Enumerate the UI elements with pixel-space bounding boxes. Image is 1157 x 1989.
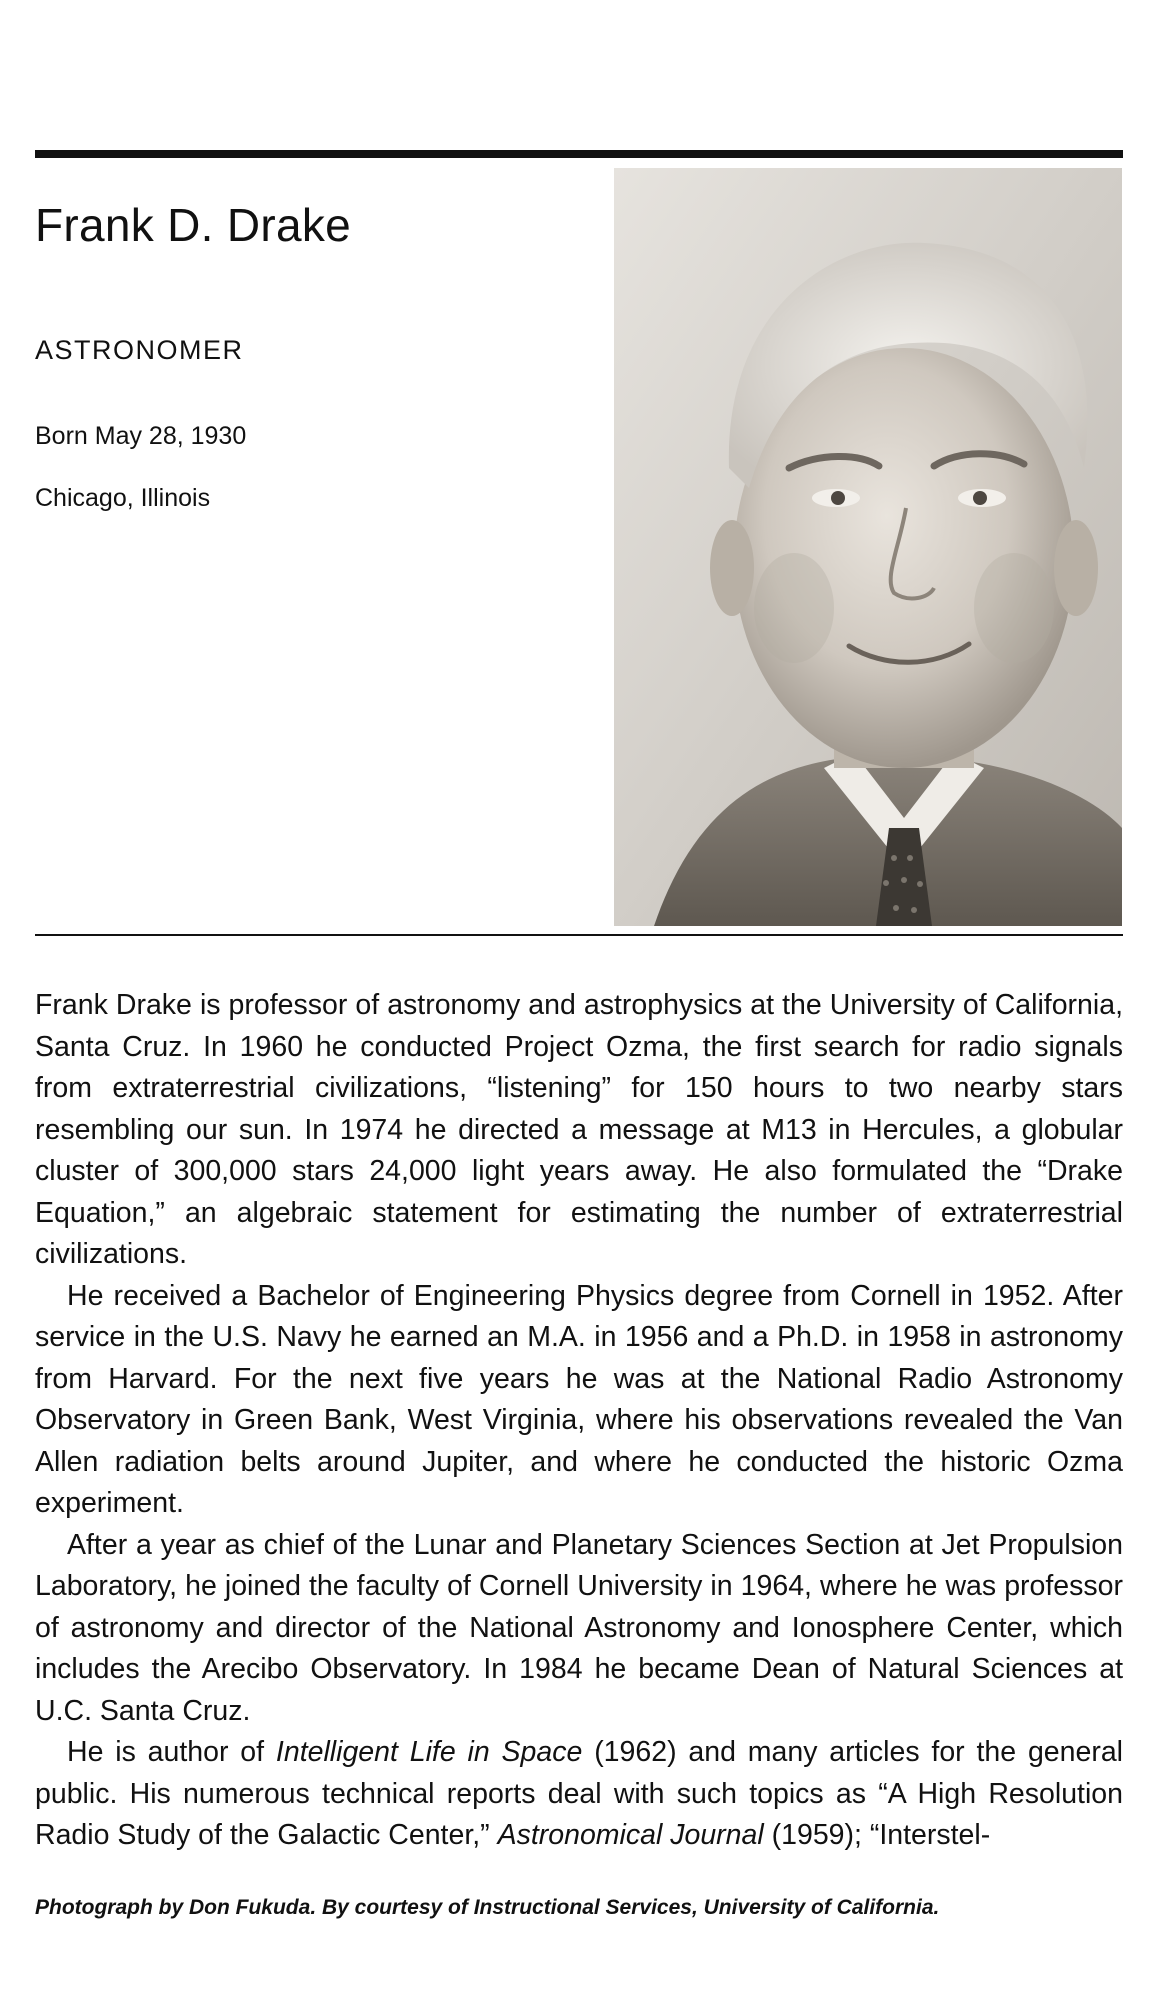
biography xyxy=(35,985,1123,1857)
top-rule xyxy=(35,150,1123,158)
birth-place: Chicago, Illinois xyxy=(35,484,211,512)
occupation: ASTRONOMER xyxy=(35,335,244,365)
portrait-photo xyxy=(614,168,1122,926)
journal-title: Astronomical Journal xyxy=(497,1819,764,1851)
bio-paragraph: After a year as chief of the Lunar and Planetary Sciences Section at Jet Propulsion Laboratory, he joined the faculty of Cornell University in 1964, where he was professor of astronomy and director of the National Astronomy and Ionosphere Center, which includes the Arecibo Observatory. In 1984 he became Dean of Natural Sciences at U.C. Santa Cruz. xyxy=(35,1528,1123,1727)
person-name: Frank D. Drake xyxy=(35,199,352,251)
book-title: Intelligent Life in Space xyxy=(275,1736,583,1768)
bio-paragraph: He received a Bachelor of Engineering Physics degree from Cornell in 1952. After service in the U.S. Navy he earned an M.A. in 1956 and a Ph.D. in 1958 in astronomy from Harvard. For the next five years he was at the National Radio Astronomy Observatory in Green Bank, West Virginia, where his observations revealed the Van Allen radiation belts around Jupiter, and where he conducted the historic Ozma experiment. xyxy=(35,1279,1123,1519)
bio-text: (1962) and many articles for the general public. His numerous technical reports deal with such topics as “A High Resolution Radio Study of the Galactic Center,” xyxy=(35,1736,1124,1851)
bio-paragraph: Frank Drake is professor of astronomy and astrophysics at the University of California, Santa Cruz. In 1960 he conducted Project Ozma, the first search for radio signals from extraterrestrial civilizations, “listening” for 150 hours to two nearby stars resembling our sun. In 1974 he directed a message at M13 in Hercules, a globular cluster of 300,000 stars 24,000 light years away. He also formulated the “Drake Equation,” an algebraic statement for estimating the number of extraterrestrial civilizations. xyxy=(35,989,1123,1270)
bio-paragraph-last xyxy=(35,1732,1123,1857)
birth-date: Born May 28, 1930 xyxy=(35,422,247,450)
bio-text: He is author of xyxy=(67,1736,276,1768)
photo-credit: Photograph by Don Fukuda. By courtesy of Instructional Services, University of California. xyxy=(35,1896,940,1919)
section-divider xyxy=(35,934,1123,936)
portrait-illustration xyxy=(614,168,1122,926)
bio-text: (1959); “Interstel- xyxy=(763,1819,991,1851)
